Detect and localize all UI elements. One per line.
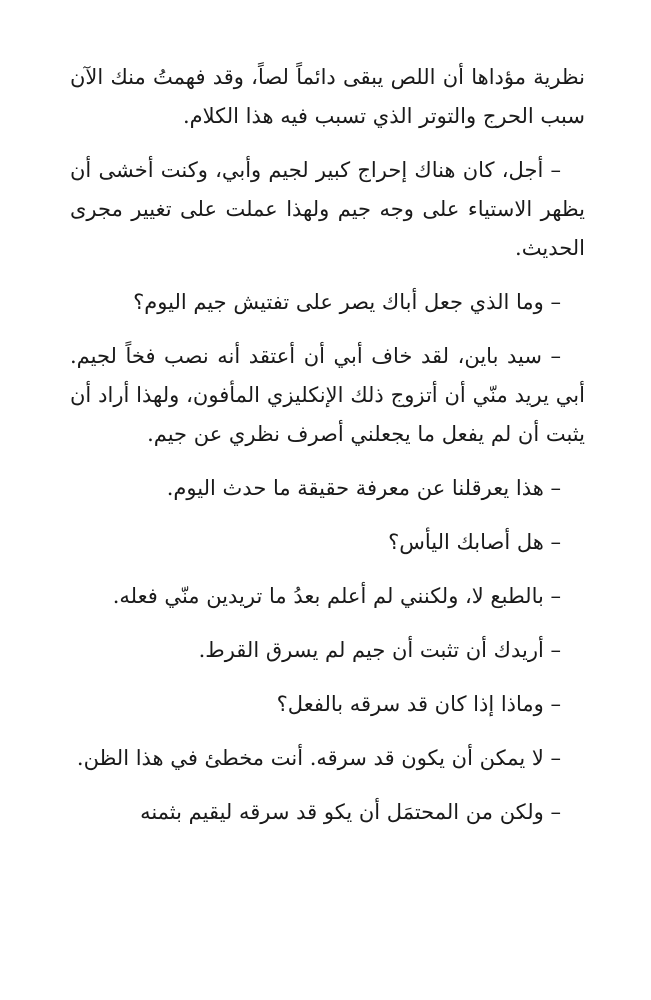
- dialogue-line: – أريدك أن تثبت أن جيم لم يسرق القرط.: [198, 638, 561, 662]
- dialogue-line: – وما الذي جعل أباك يصر على تفتيش جيم اليوم؟: [133, 290, 561, 314]
- dialogue-line: – لا يمكن أن يكون قد سرقه. أنت مخطئ في هذا الظن.: [76, 746, 561, 770]
- dialogue-line: – بالطبع لا، ولكنني لم أعلم بعدُ ما تريدين منّي فعله.: [112, 584, 561, 608]
- dialogue-line: – ولكن من المحتمَل أن يكو قد سرقه ليقيم بثمنه: [140, 800, 561, 824]
- paragraph-continuation: نظرية مؤداها أن اللص يبقى دائماً لصاً، وقد فهمتُ منك الآن سبب الحرج والتوتر الذي تسبب فيه هذا الكلام.: [70, 65, 585, 128]
- dialogue-line: – أجل، كان هناك إحراج كبير لجيم وأبي، وكنت أخشى أن يظهر الاستياء على وجه جيم ولهذا عملت على تغيير مجرى الحديث.: [70, 158, 585, 260]
- book-page: [70, 58, 585, 832]
- dialogue-line: – هذا يعرقلنا عن معرفة حقيقة ما حدث اليوم.: [166, 476, 561, 500]
- dialogue-line: – سيد باين، لقد خاف أبي أن أعتقد أنه نصب فخاً لجيم. أبي يريد منّي أن أتزوج ذلك الإنكليزي المأفون، ولهذا أراد أن يثبت أن لم يفعل ما يجعلني أصرف نظري عن جيم.: [70, 344, 585, 446]
- dialogue-line: – هل أصابك اليأس؟: [388, 530, 561, 554]
- dialogue-line: – وماذا إذا كان قد سرقه بالفعل؟: [276, 692, 561, 716]
